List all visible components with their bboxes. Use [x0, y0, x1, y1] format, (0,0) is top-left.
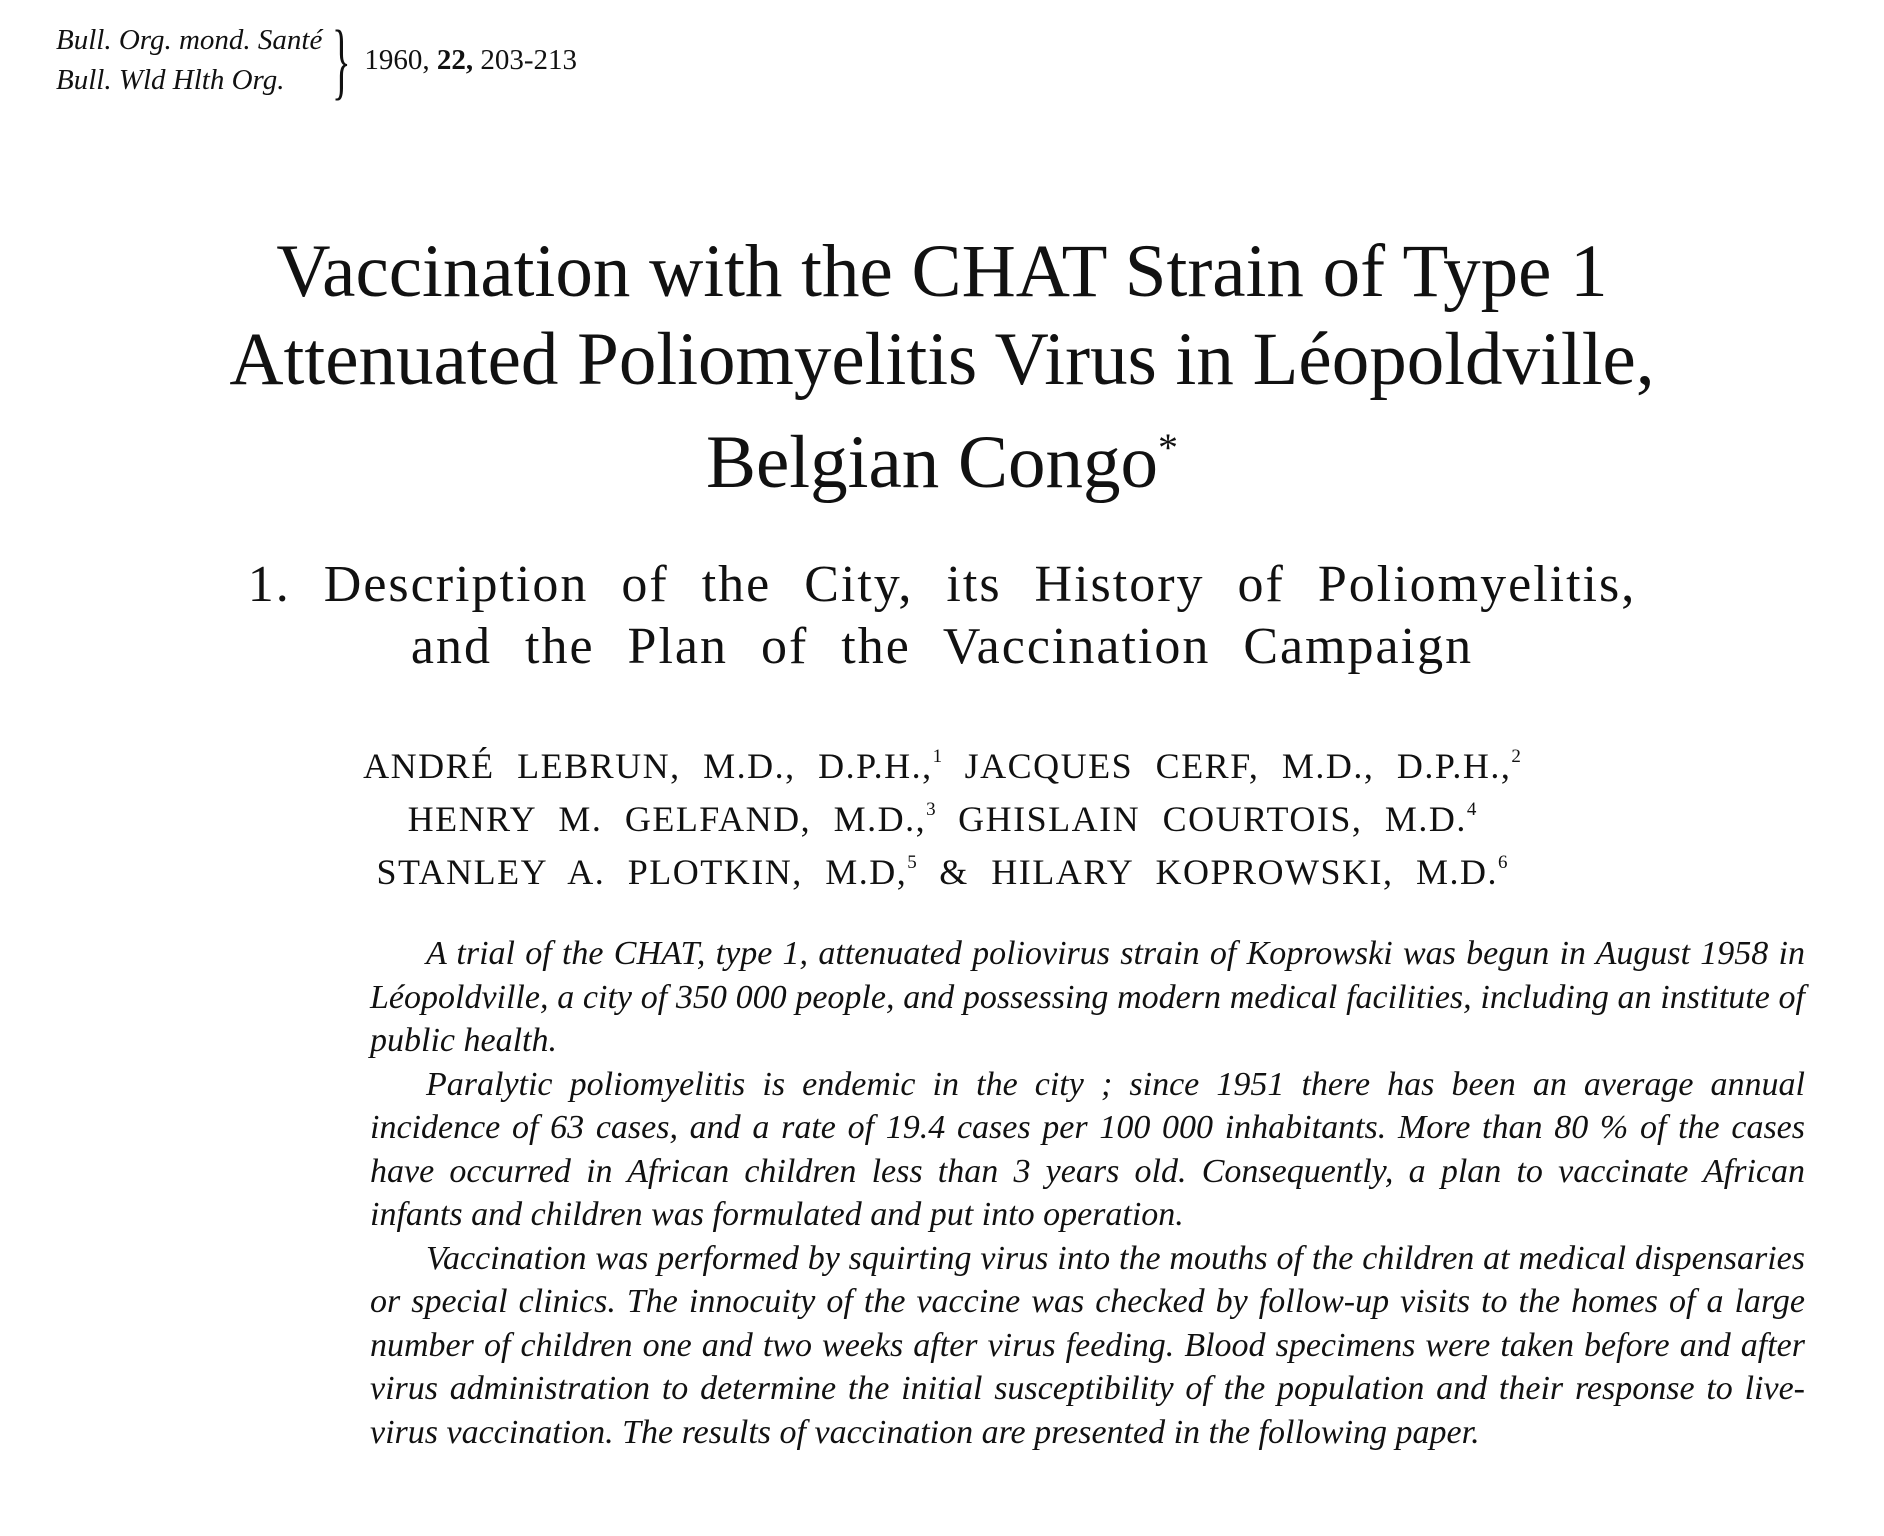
author-affil-6: 6: [1497, 852, 1508, 873]
journal-pages: 203-213: [480, 43, 578, 76]
abstract-paragraph-2: Paralytic poliomyelitis is endemic in the city ; since 1951 there has been an average annual incidence of 63 cases, and a rate of 19.4 cases per 100 000 inhabitants. More than 80 % of the cases have occurred in African children less than 3 years old. Consequently, a plan to vaccinate African infants and children was formulated and put into operation.: [370, 1065, 1805, 1233]
abstract-paragraph-3: Vaccination was performed by squirting virus into the mouths of the children at medical dispensaries or special clinics. The innocuity of the vaccine was checked by follow-up visits to the homes of a large number of children one and two weeks after virus feeding. Blood specimens were taken before and after virus administration to determine the initial susceptibility of the population and their response to live-virus vaccination. The results of vaccination are presented in the following paper.: [370, 1239, 1805, 1451]
author-line-1: [0, 735, 1884, 788]
brace: }: [332, 12, 351, 108]
author-conjunction: &: [939, 852, 969, 892]
author-plotkin: STANLEY A. PLOTKIN, M.D,: [376, 852, 908, 892]
journal-year: 1960,: [364, 43, 430, 76]
title-footnote-mark: *: [1158, 425, 1179, 470]
abstract-paragraph-1: A trial of the CHAT, type 1, attenuated poliovirus strain of Koprowski was begun in August 1958 in Léopoldville, a city of 350 000 people, and possessing modern medical facilities, including an institute of public health.: [370, 935, 1805, 1059]
author-koprowski: HILARY KOPROWSKI, M.D.: [991, 852, 1498, 892]
author-line-2: [0, 788, 1884, 841]
author-affil-5: 5: [907, 852, 917, 873]
journal-volume: 22,: [436, 43, 474, 76]
author-affil-3: 3: [926, 799, 936, 820]
author-gelfand: HENRY M. GELFAND, M.D.,: [407, 799, 927, 839]
author-lebrun: ANDRÉ LEBRUN, M.D., D.P.H.,: [363, 746, 933, 786]
paper-title: [0, 228, 1884, 507]
journal-name-en: Bull. Wld Hlth Org.: [56, 64, 285, 96]
abstract: [370, 932, 1805, 1454]
subtitle-line-1: 1. Description of the City, its History of Poliomyelitis,: [247, 556, 1637, 613]
paper-subtitle: [0, 554, 1884, 678]
author-affil-2: 2: [1511, 746, 1521, 767]
subtitle-line-2: and the Plan of the Vaccination Campaign: [410, 618, 1474, 675]
title-line-3: [0, 404, 1884, 507]
title-line-2: Attenuated Poliomyelitis Virus in Léopoldville,: [229, 318, 1655, 401]
title-line-1: Vaccination with the CHAT Strain of Type 1: [276, 230, 1608, 313]
journal-name-fr: Bull. Org. mond. Santé: [56, 24, 323, 56]
author-line-3: [0, 841, 1884, 894]
journal-volume-pages: [364, 44, 577, 77]
author-courtois: GHISLAIN COURTOIS, M.D.: [958, 799, 1467, 839]
author-cerf: JACQUES CERF, M.D., D.P.H.,: [964, 746, 1512, 786]
author-affil-4: 4: [1466, 799, 1477, 820]
author-list: [0, 735, 1884, 894]
journal-citation: [56, 12, 578, 108]
journal-names: [56, 20, 322, 100]
title-line-3-text: Belgian Congo: [705, 421, 1159, 504]
author-affil-1: 1: [932, 746, 943, 767]
